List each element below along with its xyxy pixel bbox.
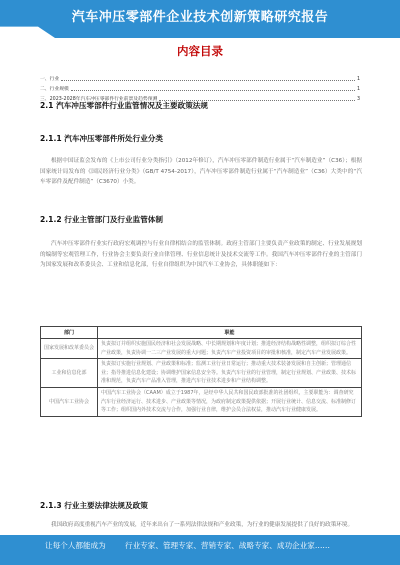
- table-header-row: [41, 327, 362, 339]
- section-heading-2-1: 2.1 汽车冲压零部件行业监管情况及主要政策法规: [40, 101, 208, 110]
- section-heading-2-1-1: 2.1.1 汽车冲压零部件所处行业分类: [40, 134, 163, 143]
- toc-item-label: 二、行业规模: [40, 87, 69, 92]
- toc-leader: [71, 90, 355, 91]
- department-function-table: [40, 326, 362, 417]
- department-cell: 中国汽车工业协会: [41, 387, 98, 416]
- department-cell: 国家发展和改革委员会: [41, 339, 98, 359]
- toc-item-page: 3: [356, 97, 360, 102]
- department-cell: 工业和信息化部: [41, 359, 98, 388]
- function-cell: 中国汽车工业协会（CAAM）成立于1987年，是经中华人民共和国民政部批准的社团组织，主要职能为：调查研究汽车行业经济运行、技术进步、产业政策等情况，为政府制定政策提供依据；开展行业统计、信息交流、标准制修订等工作；组织国内外技术交流与合作，加强行业自律，维护会员合法权益，推动汽车行业健康发展。: [98, 387, 362, 416]
- report-title: 汽车冲压零部件企业技术创新策略研究报告: [71, 10, 329, 25]
- toc-item-label: 三、2023-2028年汽车冲压零部件行业前景及趋势预测: [40, 97, 158, 102]
- toc-item[interactable]: [40, 82, 360, 92]
- column-header-function: 职能: [98, 327, 362, 339]
- toc-item-page: 1: [356, 77, 360, 82]
- toc-item-label: 一、行业: [40, 77, 60, 82]
- toc-title: 内容目录: [177, 44, 223, 58]
- section-heading-2-1-3: 2.1.3 行业主要法律法规及政策: [40, 501, 148, 510]
- table-row: [41, 359, 362, 388]
- section-heading-2-1-2: 2.1.2 行业主管部门及行业监管体制: [40, 215, 163, 224]
- column-header-department: 部门: [41, 327, 98, 339]
- table-row: [41, 339, 362, 359]
- toc-leader: [61, 80, 355, 81]
- table-of-contents: [40, 72, 360, 102]
- paragraph-industry-classification: 根据中国证监会发布的《上市公司行业分类指引》（2012年修订），汽车冲压零部件制造行业属于“汽车制造业”（C36）；根据国家统计局发布的《国民经济行业分类》（GB/T 4754-2017），汽车冲压零部件制造行业属于“汽车制造业”（C36）大类中的“汽车零部件及配件制造”（C3670）小类。: [40, 158, 362, 185]
- toc-item[interactable]: [40, 72, 360, 82]
- toc-item-page: 1: [356, 87, 360, 92]
- footer-slogan-lead: 让每个人都能成为: [45, 541, 106, 550]
- table-row: [41, 387, 362, 416]
- function-cell: 负责拟订实施行业规划、产业政策和标准；监测工业行业日常运行；推动重大技术装备发展和自主创新；管理通信业；指导推进信息化建设；协调维护国家信息安全等。负责汽车行业的行业管理，制定行业规划、产业政策、技术标准和规范，负责汽车产品准入管理，推进汽车行业技术进步和产业结构调整。: [98, 359, 362, 388]
- paragraph-laws-policies: 我国政府高度重视汽车产业的发展，近年来出台了一系列法律法规和产业政策，为行业的健康发展提供了良好的政策环境。: [51, 522, 354, 528]
- function-cell: 负责拟订并组织实施国民经济和社会发展战略、中长期规划和年度计划；推进经济结构战略性调整，组织拟订综合性产业政策，负责协调一二三产业发展的重大问题；负责汽车产业投资项目的审批和核准，制定汽车产业发展政策。: [98, 339, 362, 359]
- paragraph-regulatory-system: 汽车冲压零部件行业实行政府宏观调控与行业自律相结合的监管体制。政府主管部门主要负责产业政策的制定、行业发展规划的编制等宏观管理工作，行业协会主要负责行业自律管理、行业信息统计及技术交流等工作。我国汽车冲压零部件行业的主管部门为国家发展和改革委员会、工业和信息化部，行业自律组织为中国汽车工业协会，具体职能如下：: [40, 241, 362, 268]
- footer-slogan-items: 行业专家、管理专家、营销专家、战略专家、成功企业家……: [125, 541, 331, 550]
